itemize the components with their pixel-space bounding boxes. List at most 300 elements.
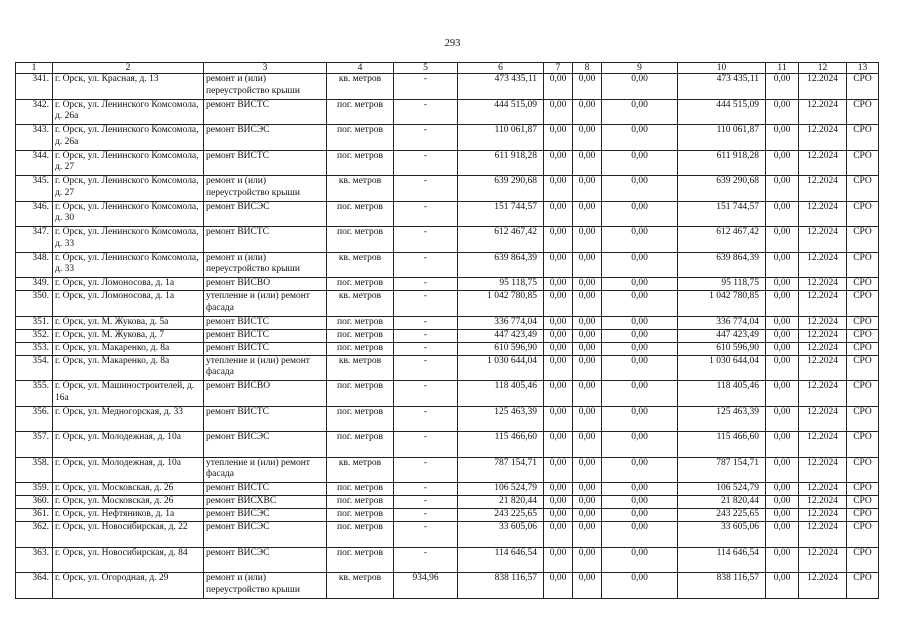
cell-col8-value: 0,00 [573, 201, 602, 227]
cell-unit: пог. метров [327, 483, 394, 496]
cell-term: 12.2024 [799, 176, 847, 202]
cell-total-cost: 118 405,46 [678, 381, 766, 407]
table-row [16, 483, 879, 496]
cell-method: СРО [847, 176, 879, 202]
cell-col8-value: 0,00 [573, 150, 602, 176]
page-number: 293 [444, 38, 461, 49]
cell-volume: - [394, 342, 458, 355]
cell-term: 12.2024 [799, 406, 847, 432]
cell-address: г. Орск, ул. Новосибирская, д. 22 [53, 522, 204, 548]
cell-col9-value: 0,00 [602, 355, 678, 381]
table-row [16, 176, 879, 202]
cell-col7-value: 0,00 [544, 483, 573, 496]
cell-unit: кв. метров [327, 252, 394, 278]
cell-col9-value: 0,00 [602, 509, 678, 522]
cell-total-cost: 21 820,44 [678, 496, 766, 509]
cell-row-number: 348. [16, 252, 53, 278]
cell-unit: пог. метров [327, 316, 394, 329]
cell-address: г. Орск, ул. Макаренко, д. 8а [53, 342, 204, 355]
cell-term: 12.2024 [799, 201, 847, 227]
cell-address: г. Орск, ул. Огородная, д. 29 [53, 573, 204, 599]
column-header-4: 4 [327, 63, 394, 74]
cell-volume: - [394, 457, 458, 483]
cell-method: СРО [847, 125, 879, 151]
column-header-11: 11 [766, 63, 799, 74]
cell-col11-value: 0,00 [766, 316, 799, 329]
cell-method: СРО [847, 201, 879, 227]
table-row [16, 291, 879, 317]
cell-term: 12.2024 [799, 509, 847, 522]
cell-cost: 639 864,39 [458, 252, 544, 278]
column-header-8: 8 [573, 63, 602, 74]
cell-address: г. Орск, ул. Машиностроителей, д. 16а [53, 381, 204, 407]
cell-method: СРО [847, 406, 879, 432]
cell-work-type: ремонт ВИСТС [204, 406, 327, 432]
column-header-5: 5 [394, 63, 458, 74]
cell-row-number: 363. [16, 547, 53, 573]
column-number-row [16, 63, 879, 74]
cell-col8-value: 0,00 [573, 496, 602, 509]
cell-volume: - [394, 74, 458, 100]
cell-method: СРО [847, 496, 879, 509]
cell-volume: - [394, 547, 458, 573]
cell-work-type: ремонт и (или) переустройство крыши [204, 252, 327, 278]
cell-col8-value: 0,00 [573, 291, 602, 317]
cell-total-cost: 115 466,60 [678, 432, 766, 458]
cell-col11-value: 0,00 [766, 125, 799, 151]
table-row [16, 150, 879, 176]
table-row [16, 99, 879, 125]
cell-cost: 151 744,57 [458, 201, 544, 227]
cell-cost: 115 466,60 [458, 432, 544, 458]
cell-col11-value: 0,00 [766, 496, 799, 509]
cell-volume: - [394, 522, 458, 548]
cell-address: г. Орск, ул. Молодежная, д. 10а [53, 432, 204, 458]
cell-col7-value: 0,00 [544, 355, 573, 381]
cell-volume: - [394, 432, 458, 458]
cell-col11-value: 0,00 [766, 522, 799, 548]
cell-unit: пог. метров [327, 227, 394, 253]
cell-col7-value: 0,00 [544, 227, 573, 253]
cell-work-type: ремонт ВИСВО [204, 381, 327, 407]
cell-col8-value: 0,00 [573, 329, 602, 342]
cell-address: г. Орск, ул. Ленинского Комсомола, д. 26а [53, 99, 204, 125]
cell-address: г. Орск, ул. Ломоносова, д. 1а [53, 291, 204, 317]
cell-term: 12.2024 [799, 432, 847, 458]
cell-volume: 934,96 [394, 573, 458, 599]
cell-cost: 336 774,04 [458, 316, 544, 329]
cell-address: г. Орск, ул. Макаренко, д. 8а [53, 355, 204, 381]
cell-cost: 610 596,90 [458, 342, 544, 355]
cell-col9-value: 0,00 [602, 74, 678, 100]
table-row [16, 201, 879, 227]
table-body [16, 74, 879, 599]
cell-unit: пог. метров [327, 496, 394, 509]
cell-work-type: ремонт ВИСТС [204, 483, 327, 496]
column-header-7: 7 [544, 63, 573, 74]
cell-method: СРО [847, 291, 879, 317]
cell-volume: - [394, 252, 458, 278]
cell-col8-value: 0,00 [573, 99, 602, 125]
cell-col8-value: 0,00 [573, 406, 602, 432]
cell-col7-value: 0,00 [544, 432, 573, 458]
table-row [16, 74, 879, 100]
cell-term: 12.2024 [799, 547, 847, 573]
cell-col7-value: 0,00 [544, 252, 573, 278]
cell-cost: 444 515,09 [458, 99, 544, 125]
cell-method: СРО [847, 316, 879, 329]
cell-col7-value: 0,00 [544, 522, 573, 548]
cell-col11-value: 0,00 [766, 150, 799, 176]
cell-work-type: ремонт ВИСТС [204, 329, 327, 342]
cell-cost: 612 467,42 [458, 227, 544, 253]
cell-col11-value: 0,00 [766, 176, 799, 202]
cell-col7-value: 0,00 [544, 150, 573, 176]
table-row [16, 381, 879, 407]
cell-volume: - [394, 483, 458, 496]
cell-volume: - [394, 150, 458, 176]
cell-row-number: 354. [16, 355, 53, 381]
cell-unit: пог. метров [327, 509, 394, 522]
cell-total-cost: 612 467,42 [678, 227, 766, 253]
cell-volume: - [394, 329, 458, 342]
cell-work-type: ремонт ВИСЭС [204, 547, 327, 573]
column-header-13: 13 [847, 63, 879, 74]
cell-col11-value: 0,00 [766, 547, 799, 573]
cell-unit: пог. метров [327, 201, 394, 227]
cell-address: г. Орск, ул. Ленинского Комсомола, д. 27 [53, 176, 204, 202]
cell-row-number: 349. [16, 278, 53, 291]
cell-address: г. Орск, ул. Ленинского Комсомола, д. 33 [53, 227, 204, 253]
cell-work-type: ремонт ВИСЭС [204, 522, 327, 548]
cell-col8-value: 0,00 [573, 432, 602, 458]
cell-total-cost: 114 646,54 [678, 547, 766, 573]
cell-unit: кв. метров [327, 74, 394, 100]
cell-unit: кв. метров [327, 457, 394, 483]
cell-col9-value: 0,00 [602, 252, 678, 278]
cell-work-type: ремонт ВИСТС [204, 99, 327, 125]
cell-volume: - [394, 509, 458, 522]
cell-term: 12.2024 [799, 329, 847, 342]
column-header-1: 1 [16, 63, 53, 74]
table-row [16, 227, 879, 253]
cell-col9-value: 0,00 [602, 522, 678, 548]
cell-row-number: 344. [16, 150, 53, 176]
cell-col7-value: 0,00 [544, 573, 573, 599]
cell-row-number: 346. [16, 201, 53, 227]
cell-cost: 787 154,71 [458, 457, 544, 483]
cell-method: СРО [847, 99, 879, 125]
cell-col9-value: 0,00 [602, 406, 678, 432]
cell-work-type: ремонт ВИСЭС [204, 509, 327, 522]
cell-col8-value: 0,00 [573, 125, 602, 151]
cell-term: 12.2024 [799, 227, 847, 253]
cell-cost: 1 042 780,85 [458, 291, 544, 317]
cell-address: г. Орск, ул. М. Жукова, д. 5а [53, 316, 204, 329]
cell-method: СРО [847, 483, 879, 496]
cell-term: 12.2024 [799, 291, 847, 317]
cell-col8-value: 0,00 [573, 316, 602, 329]
cell-row-number: 347. [16, 227, 53, 253]
cell-address: г. Орск, ул. М. Жукова, д. 7 [53, 329, 204, 342]
cell-row-number: 361. [16, 509, 53, 522]
cell-cost: 118 405,46 [458, 381, 544, 407]
cell-term: 12.2024 [799, 483, 847, 496]
cell-term: 12.2024 [799, 125, 847, 151]
cell-unit: кв. метров [327, 573, 394, 599]
cell-term: 12.2024 [799, 457, 847, 483]
cell-total-cost: 125 463,39 [678, 406, 766, 432]
cell-col9-value: 0,00 [602, 496, 678, 509]
cell-address: г. Орск, ул. Московская, д. 26 [53, 483, 204, 496]
cell-method: СРО [847, 227, 879, 253]
cell-col8-value: 0,00 [573, 483, 602, 496]
cell-method: СРО [847, 74, 879, 100]
cell-work-type: ремонт и (или) переустройство крыши [204, 74, 327, 100]
table-row [16, 457, 879, 483]
cell-cost: 125 463,39 [458, 406, 544, 432]
cell-col9-value: 0,00 [602, 432, 678, 458]
cell-row-number: 352. [16, 329, 53, 342]
cell-row-number: 359. [16, 483, 53, 496]
cell-col7-value: 0,00 [544, 74, 573, 100]
table-row [16, 355, 879, 381]
cell-address: г. Орск, ул. Красная, д. 13 [53, 74, 204, 100]
cell-address: г. Орск, ул. Нефтяников, д. 1а [53, 509, 204, 522]
cell-col11-value: 0,00 [766, 227, 799, 253]
cell-row-number: 350. [16, 291, 53, 317]
cell-method: СРО [847, 509, 879, 522]
cell-work-type: утепление и (или) ремонт фасада [204, 355, 327, 381]
cell-method: СРО [847, 457, 879, 483]
column-header-3: 3 [204, 63, 327, 74]
cell-volume: - [394, 201, 458, 227]
cell-volume: - [394, 227, 458, 253]
table-row [16, 547, 879, 573]
cell-unit: пог. метров [327, 125, 394, 151]
cell-col7-value: 0,00 [544, 381, 573, 407]
cell-col7-value: 0,00 [544, 99, 573, 125]
cell-method: СРО [847, 278, 879, 291]
cell-col7-value: 0,00 [544, 316, 573, 329]
cell-unit: кв. метров [327, 355, 394, 381]
cell-work-type: ремонт ВИСЭС [204, 432, 327, 458]
cell-col8-value: 0,00 [573, 457, 602, 483]
cell-term: 12.2024 [799, 342, 847, 355]
cell-address: г. Орск, ул. Новосибирская, д. 84 [53, 547, 204, 573]
cell-term: 12.2024 [799, 150, 847, 176]
cell-col11-value: 0,00 [766, 381, 799, 407]
table-row [16, 278, 879, 291]
cell-total-cost: 639 290,68 [678, 176, 766, 202]
cell-col9-value: 0,00 [602, 291, 678, 317]
cell-col7-value: 0,00 [544, 176, 573, 202]
cell-work-type: утепление и (или) ремонт фасада [204, 457, 327, 483]
cell-row-number: 341. [16, 74, 53, 100]
cell-col11-value: 0,00 [766, 329, 799, 342]
cell-cost: 447 423,49 [458, 329, 544, 342]
cell-col9-value: 0,00 [602, 99, 678, 125]
cell-term: 12.2024 [799, 573, 847, 599]
cell-total-cost: 110 061,87 [678, 125, 766, 151]
cell-row-number: 355. [16, 381, 53, 407]
cell-row-number: 356. [16, 406, 53, 432]
table-row [16, 316, 879, 329]
cell-term: 12.2024 [799, 252, 847, 278]
cell-col11-value: 0,00 [766, 99, 799, 125]
cell-cost: 21 820,44 [458, 496, 544, 509]
table-container [15, 62, 879, 599]
table-row [16, 252, 879, 278]
cell-address: г. Орск, ул. Молодежная, д. 10а [53, 457, 204, 483]
cell-work-type: ремонт ВИСВО [204, 278, 327, 291]
cell-col7-value: 0,00 [544, 496, 573, 509]
cell-col7-value: 0,00 [544, 278, 573, 291]
cell-row-number: 364. [16, 573, 53, 599]
cell-cost: 106 524,79 [458, 483, 544, 496]
cell-total-cost: 639 864,39 [678, 252, 766, 278]
cell-row-number: 357. [16, 432, 53, 458]
cell-work-type: утепление и (или) ремонт фасада [204, 291, 327, 317]
cell-col9-value: 0,00 [602, 125, 678, 151]
cell-row-number: 358. [16, 457, 53, 483]
cell-work-type: ремонт ВИСТС [204, 316, 327, 329]
cell-method: СРО [847, 342, 879, 355]
cell-unit: пог. метров [327, 342, 394, 355]
cell-cost: 95 118,75 [458, 278, 544, 291]
cell-col11-value: 0,00 [766, 201, 799, 227]
cell-total-cost: 444 515,09 [678, 99, 766, 125]
cell-total-cost: 473 435,11 [678, 74, 766, 100]
cell-col11-value: 0,00 [766, 406, 799, 432]
cell-unit: кв. метров [327, 176, 394, 202]
cell-col7-value: 0,00 [544, 547, 573, 573]
cell-col7-value: 0,00 [544, 406, 573, 432]
table-row [16, 509, 879, 522]
cell-unit: кв. метров [327, 291, 394, 317]
cell-volume: - [394, 406, 458, 432]
cell-col7-value: 0,00 [544, 329, 573, 342]
cell-col7-value: 0,00 [544, 509, 573, 522]
cell-col9-value: 0,00 [602, 483, 678, 496]
cell-total-cost: 1 042 780,85 [678, 291, 766, 317]
cell-col7-value: 0,00 [544, 342, 573, 355]
cell-work-type: ремонт ВИСЭС [204, 201, 327, 227]
cell-term: 12.2024 [799, 381, 847, 407]
cell-unit: пог. метров [327, 522, 394, 548]
cell-method: СРО [847, 381, 879, 407]
cell-col7-value: 0,00 [544, 291, 573, 317]
table-row [16, 329, 879, 342]
cell-term: 12.2024 [799, 355, 847, 381]
cell-work-type: ремонт ВИСТС [204, 342, 327, 355]
cell-col11-value: 0,00 [766, 457, 799, 483]
cell-address: г. Орск, ул. Медногорская, д. 33 [53, 406, 204, 432]
cell-col9-value: 0,00 [602, 227, 678, 253]
cell-work-type: ремонт ВИСХВС [204, 496, 327, 509]
cell-term: 12.2024 [799, 496, 847, 509]
cell-col9-value: 0,00 [602, 573, 678, 599]
cell-total-cost: 787 154,71 [678, 457, 766, 483]
cell-col9-value: 0,00 [602, 381, 678, 407]
cell-method: СРО [847, 547, 879, 573]
cell-unit: пог. метров [327, 406, 394, 432]
cell-col11-value: 0,00 [766, 278, 799, 291]
cell-col7-value: 0,00 [544, 201, 573, 227]
cell-cost: 110 061,87 [458, 125, 544, 151]
cell-col8-value: 0,00 [573, 509, 602, 522]
capital-repair-table [15, 62, 879, 599]
cell-col8-value: 0,00 [573, 355, 602, 381]
cell-col9-value: 0,00 [602, 278, 678, 291]
column-header-2: 2 [53, 63, 204, 74]
cell-method: СРО [847, 355, 879, 381]
cell-total-cost: 243 225,65 [678, 509, 766, 522]
cell-cost: 114 646,54 [458, 547, 544, 573]
cell-col7-value: 0,00 [544, 125, 573, 151]
cell-term: 12.2024 [799, 99, 847, 125]
cell-row-number: 345. [16, 176, 53, 202]
cell-term: 12.2024 [799, 316, 847, 329]
cell-total-cost: 1 030 644,04 [678, 355, 766, 381]
column-header-12: 12 [799, 63, 847, 74]
cell-unit: пог. метров [327, 150, 394, 176]
cell-total-cost: 447 423,49 [678, 329, 766, 342]
cell-col11-value: 0,00 [766, 74, 799, 100]
table-row [16, 573, 879, 599]
cell-col8-value: 0,00 [573, 74, 602, 100]
cell-cost: 243 225,65 [458, 509, 544, 522]
cell-col8-value: 0,00 [573, 573, 602, 599]
cell-unit: пог. метров [327, 547, 394, 573]
cell-volume: - [394, 496, 458, 509]
cell-col8-value: 0,00 [573, 342, 602, 355]
cell-total-cost: 611 918,28 [678, 150, 766, 176]
cell-col8-value: 0,00 [573, 522, 602, 548]
cell-col11-value: 0,00 [766, 573, 799, 599]
cell-col11-value: 0,00 [766, 291, 799, 317]
cell-col9-value: 0,00 [602, 176, 678, 202]
cell-cost: 1 030 644,04 [458, 355, 544, 381]
cell-total-cost: 95 118,75 [678, 278, 766, 291]
cell-unit: пог. метров [327, 329, 394, 342]
cell-method: СРО [847, 150, 879, 176]
cell-col9-value: 0,00 [602, 316, 678, 329]
cell-term: 12.2024 [799, 278, 847, 291]
cell-total-cost: 336 774,04 [678, 316, 766, 329]
cell-col8-value: 0,00 [573, 227, 602, 253]
cell-col9-value: 0,00 [602, 547, 678, 573]
table-row [16, 522, 879, 548]
cell-address: г. Орск, ул. Ленинского Комсомола, д. 33 [53, 252, 204, 278]
cell-method: СРО [847, 329, 879, 342]
cell-cost: 473 435,11 [458, 74, 544, 100]
cell-method: СРО [847, 573, 879, 599]
cell-col8-value: 0,00 [573, 381, 602, 407]
cell-cost: 639 290,68 [458, 176, 544, 202]
cell-col9-value: 0,00 [602, 150, 678, 176]
cell-work-type: ремонт ВИСТС [204, 227, 327, 253]
cell-col11-value: 0,00 [766, 483, 799, 496]
table-row [16, 342, 879, 355]
cell-work-type: ремонт ВИСЭС [204, 125, 327, 151]
cell-unit: пог. метров [327, 432, 394, 458]
cell-address: г. Орск, ул. Ленинского Комсомола, д. 26а [53, 125, 204, 151]
cell-method: СРО [847, 432, 879, 458]
cell-work-type: ремонт и (или) переустройство крыши [204, 176, 327, 202]
cell-address: г. Орск, ул. Ленинского Комсомола, д. 30 [53, 201, 204, 227]
cell-cost: 33 605,06 [458, 522, 544, 548]
